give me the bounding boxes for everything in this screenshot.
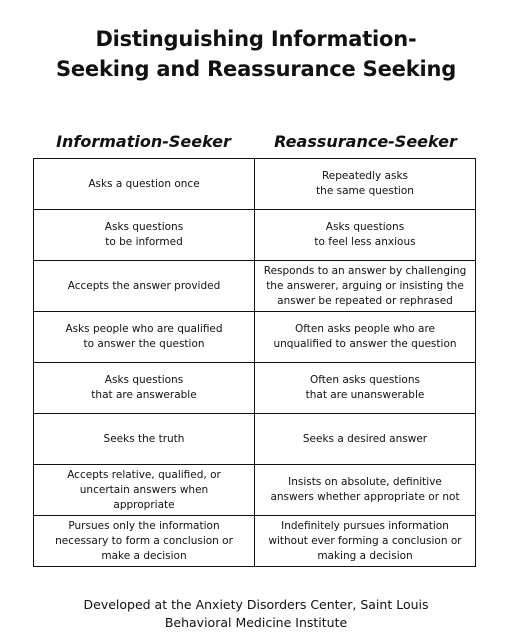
cell-information-seeker: Accepts relative, qualified, or uncertain answers when appropriate bbox=[34, 465, 255, 516]
header-reassurance-seeker: Reassurance-Seeker bbox=[274, 132, 457, 151]
header-information-seeker: Information-Seeker bbox=[56, 132, 231, 151]
table-row bbox=[34, 159, 476, 210]
title-line-1: Distinguishing Information- Seeking and Reassurance Seeking bbox=[55, 27, 457, 81]
table-row bbox=[34, 210, 476, 261]
table-row bbox=[34, 261, 476, 312]
footer-credit: Developed at the Anxiety Disorders Center, Saint Louis Behavioral Medicine Institute bbox=[83, 597, 429, 630]
cell-information-seeker: Asks a question once bbox=[34, 159, 255, 210]
cell-information-seeker: Pursues only the information necessary to form a conclusion or make a decision bbox=[34, 516, 255, 567]
cell-reassurance-seeker: Seeks a desired answer bbox=[255, 414, 476, 465]
comparison-table bbox=[33, 158, 476, 567]
cell-reassurance-seeker: Often asks people who are unqualified to answer the question bbox=[255, 312, 476, 363]
cell-reassurance-seeker: Responds to an answer by challenging the answerer, arguing or insisting the answer be repeated or rephrased bbox=[255, 261, 476, 312]
cell-reassurance-seeker: Insists on absolute, definitive answers whether appropriate or not bbox=[255, 465, 476, 516]
table-row bbox=[34, 465, 476, 516]
cell-reassurance-seeker: Indefinitely pursues information without ever forming a conclusion or making a decision bbox=[255, 516, 476, 567]
page-title bbox=[0, 24, 512, 84]
table-row bbox=[34, 363, 476, 414]
table-row bbox=[34, 312, 476, 363]
cell-information-seeker: Seeks the truth bbox=[34, 414, 255, 465]
table-row bbox=[34, 414, 476, 465]
table-row bbox=[34, 516, 476, 567]
cell-information-seeker: Asks people who are qualified to answer the question bbox=[34, 312, 255, 363]
cell-information-seeker: Asks questions that are answerable bbox=[34, 363, 255, 414]
column-headers bbox=[33, 130, 476, 154]
cell-reassurance-seeker: Repeatedly asks the same question bbox=[255, 159, 476, 210]
cell-information-seeker: Asks questions to be informed bbox=[34, 210, 255, 261]
cell-information-seeker: Accepts the answer provided bbox=[34, 261, 255, 312]
cell-reassurance-seeker: Asks questions to feel less anxious bbox=[255, 210, 476, 261]
cell-reassurance-seeker: Often asks questions that are unanswerable bbox=[255, 363, 476, 414]
